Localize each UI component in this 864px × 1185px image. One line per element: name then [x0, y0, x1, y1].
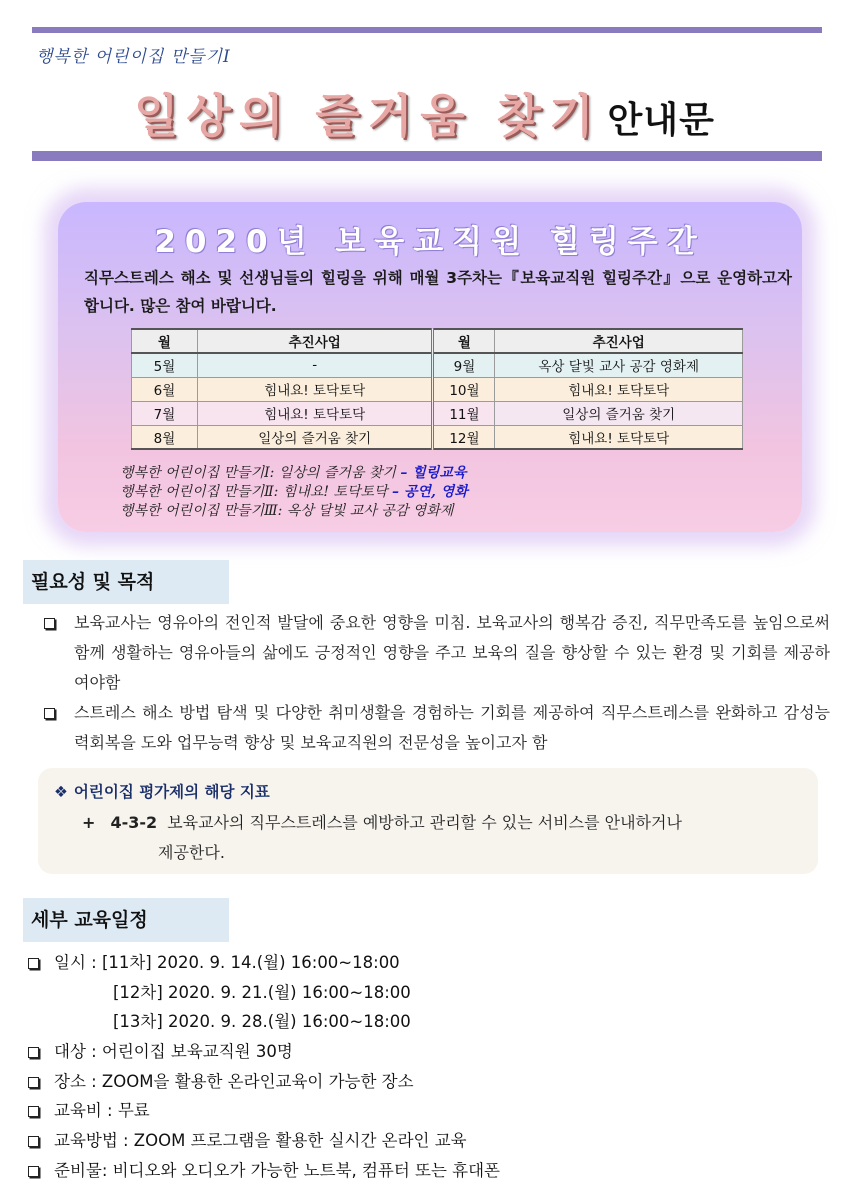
- table-header-row: [132, 329, 743, 353]
- series-item: [120, 483, 468, 502]
- list-item-text: 스트레스 해소 방법 탐색 및 다양한 취미생활을 경험하는 기회를 제공하여 직무스트레스를 완화하고 감성능력회복을 도와 업무능력 향상 및 보육교직원의 전문성을 높이고자 함: [74, 703, 830, 752]
- section-heading-schedule: 세부 교육일정: [23, 898, 229, 942]
- checkbox-bullet-icon: [28, 1166, 39, 1177]
- header-slogan: 행복한 어린이집 만들기Ⅰ: [36, 47, 231, 67]
- table-cell: 7월: [132, 401, 198, 425]
- series-item: [120, 502, 468, 521]
- indicator-code: 4-3-2: [110, 813, 158, 832]
- indicator-title: [54, 780, 270, 802]
- table-cell: 일상의 즐거움 찾기: [197, 425, 433, 449]
- table-cell: 5월: [132, 353, 198, 377]
- table-cell: 9월: [433, 353, 495, 377]
- table-cell: 12월: [433, 425, 495, 449]
- program-series-list: [120, 464, 468, 521]
- schedule-place: 장소 : ZOOM을 활용한 온라인교육이 가능한 장소: [54, 1071, 414, 1091]
- table-cell: 힘내요! 토닥토닥: [197, 377, 433, 401]
- schedule-method: 교육방법 : ZOOM 프로그램을 활용한 실시간 온라인 교육: [54, 1131, 467, 1151]
- checkbox-bullet-icon: [28, 1136, 39, 1147]
- list-item: [44, 608, 830, 698]
- table-cell: 힘내요! 토닥토닥: [495, 377, 743, 401]
- banner-intro: 직무스트레스 해소 및 선생님들의 힐링을 위해 매월 3주차는『보육교직원 힐링주간』으로 운영하고자 합니다. 많은 참여 바랍니다.: [84, 269, 792, 315]
- series-text: 행복한 어린이집 만들기Ⅱ: 힘내요! 토닥토닥: [120, 484, 388, 500]
- table-cell: 10월: [433, 377, 495, 401]
- checkbox-bullet-icon: [28, 1077, 39, 1088]
- schedule-date-value: [11차] 2020. 9. 14.(월) 16:00~18:00: [101, 953, 400, 972]
- indicator-line: [82, 808, 802, 838]
- table-cell: 8월: [132, 425, 198, 449]
- table-header-cell: 추진사업: [197, 329, 433, 353]
- list-item-text: 보육교사는 영유아의 전인적 발달에 중요한 영향을 미침. 보육교사의 행복감 증진, 직무만족도를 높임으로써 함께 생활하는 영유아들의 삶에도 긍정적인 영향을 주고 보육의 질을 향상할 수 있는 환경 및 기회를 제공하여야함: [74, 613, 830, 692]
- series-tag: – 공연, 영화: [392, 484, 468, 500]
- diamond-bullet-icon: ❖: [54, 783, 68, 801]
- checkbox-bullet-icon: [44, 618, 55, 629]
- table-header-cell: 월: [433, 329, 495, 353]
- schedule-date-value: [12차] 2020. 9. 21.(월) 16:00~18:00: [113, 982, 411, 1002]
- schedule-details: [28, 948, 828, 1185]
- table-row: [132, 353, 743, 377]
- table-header-cell: 추진사업: [495, 329, 743, 353]
- schedule-date-value: [13차] 2020. 9. 28.(월) 16:00~18:00: [113, 1012, 411, 1032]
- indicator-title-text: 어린이집 평가제의 해당 지표: [73, 783, 270, 801]
- checkbox-bullet-icon: [28, 958, 39, 969]
- table-cell: 일상의 즐거움 찾기: [495, 401, 743, 425]
- table-cell: 11월: [433, 401, 495, 425]
- list-item: [44, 698, 830, 758]
- schedule-fee: 교육비 : 무료: [54, 1101, 150, 1121]
- table-cell: -: [197, 353, 433, 377]
- table-cell: 옥상 달빛 교사 공감 영화제: [495, 353, 743, 377]
- checkbox-bullet-icon: [28, 1047, 39, 1058]
- purpose-list: [44, 608, 830, 758]
- schedule-target: 대상 : 어린이집 보육교직원 30명: [54, 1042, 293, 1062]
- document-title-main: 일상의 즐거움 찾기: [134, 89, 602, 143]
- series-text: 행복한 어린이집 만들기Ⅰ: 일상의 즐거움 찾기: [120, 465, 396, 481]
- schedule-fee-row: [28, 1096, 828, 1126]
- checkbox-bullet-icon: [28, 1106, 39, 1117]
- checkbox-bullet-icon: [44, 708, 55, 719]
- indicator-line-continued: 제공한다.: [158, 843, 225, 862]
- series-tag: – 힐링교육: [400, 465, 467, 481]
- header-bottom-rule: [32, 151, 822, 161]
- indicator-item: [82, 808, 802, 868]
- table-row: [132, 401, 743, 425]
- table-cell: 6월: [132, 377, 198, 401]
- document-title-suffix: 안내문: [607, 100, 715, 141]
- document-title: [134, 80, 734, 146]
- indicator-text: 보육교사의 직무스트레스를 예방하고 관리할 수 있는 서비스를 안내하거나: [167, 813, 682, 832]
- table-row: [132, 377, 743, 401]
- table-row: [132, 425, 743, 449]
- table-cell: 힘내요! 토닥토닥: [197, 401, 433, 425]
- monthly-program-table: [131, 328, 743, 450]
- schedule-supplies-row: [28, 1156, 828, 1185]
- series-item: [120, 464, 468, 483]
- schedule-method-row: [28, 1126, 828, 1156]
- evaluation-indicator-box: [38, 768, 818, 874]
- schedule-date-row: [28, 948, 828, 978]
- schedule-place-row: [28, 1067, 828, 1097]
- section-heading-purpose: 필요성 및 목적: [23, 560, 229, 604]
- schedule-target-row: [28, 1037, 828, 1067]
- banner-title: 2020년 보육교직원 힐링주간: [154, 224, 706, 260]
- indicator-marker: +: [82, 813, 96, 832]
- table-cell: 힘내요! 토닥토닥: [495, 425, 743, 449]
- healing-week-banner: [58, 202, 802, 532]
- table-header-cell: 월: [132, 329, 198, 353]
- header-top-rule: [32, 27, 822, 33]
- schedule-supplies: 준비물: 비디오와 오디오가 가능한 노트북, 컴퓨터 또는 휴대폰: [54, 1160, 500, 1180]
- series-text: 행복한 어린이집 만들기Ⅲ: 옥상 달빛 교사 공감 영화제: [120, 503, 454, 519]
- schedule-date-label: 일시 :: [54, 953, 102, 972]
